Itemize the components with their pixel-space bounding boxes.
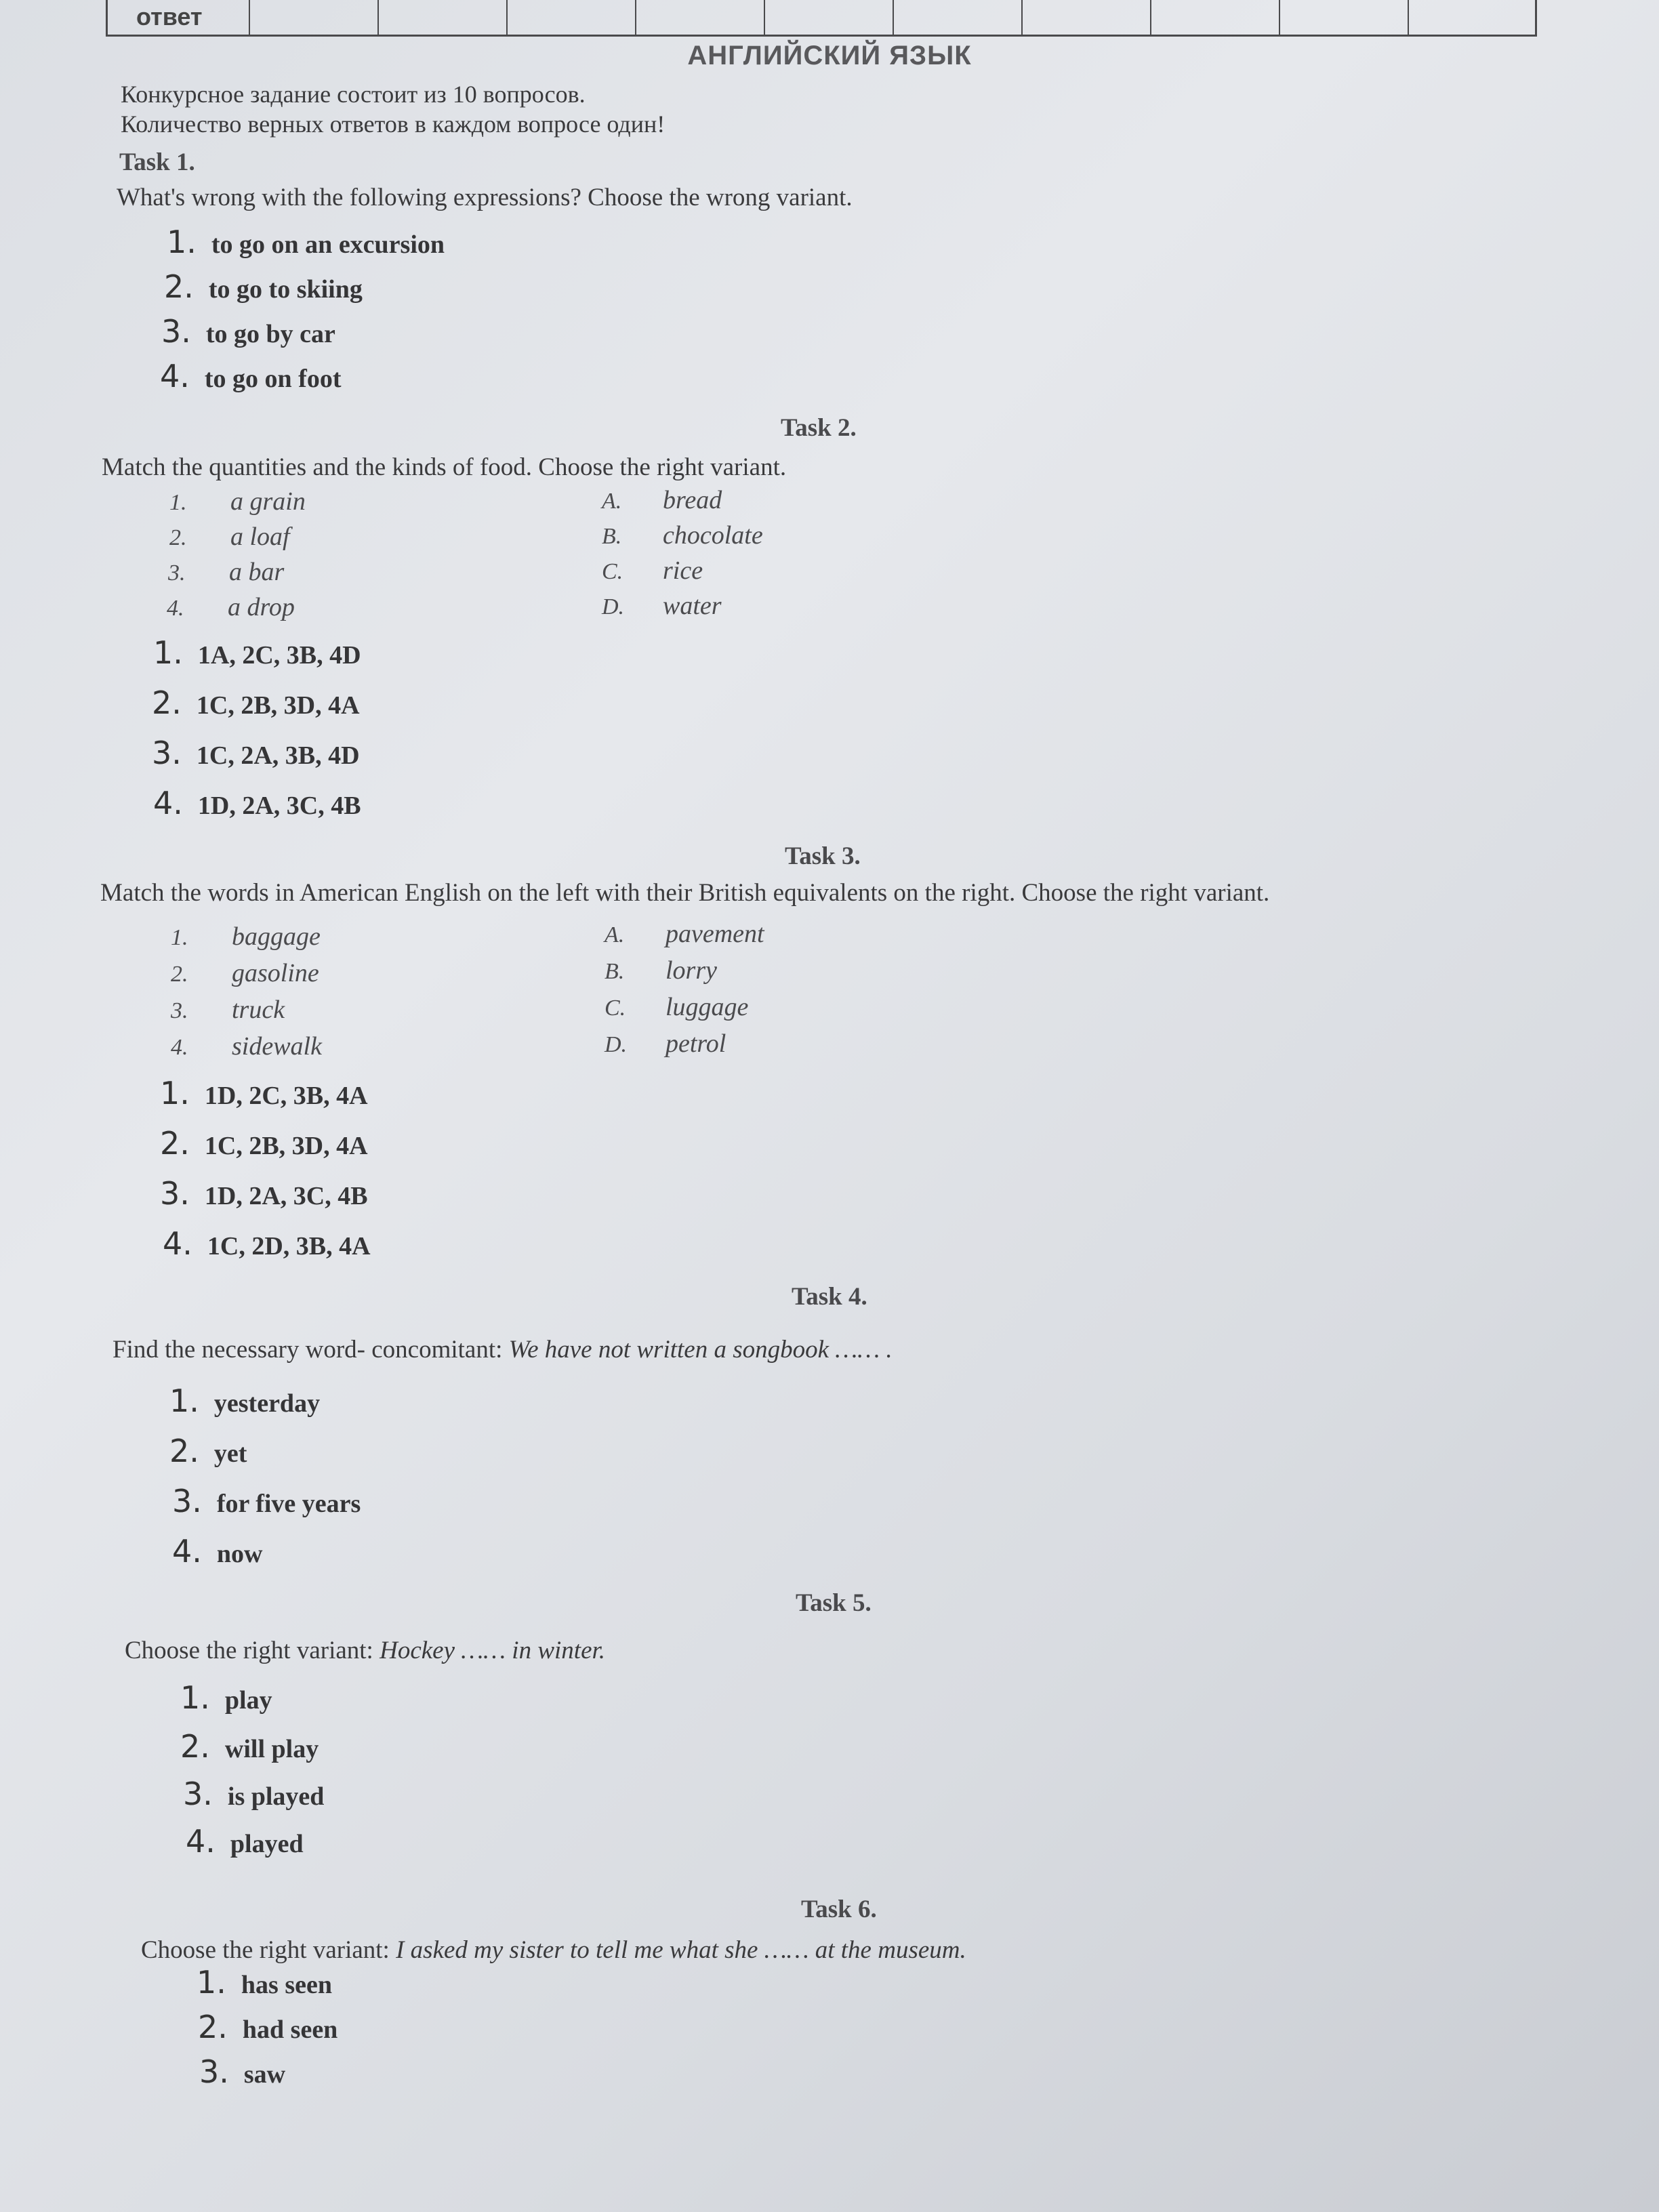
answer-grid	[106, 0, 1537, 37]
match-right-item: C. luggage	[605, 993, 749, 1021]
answer-option[interactable]: 4. to go on foot	[160, 358, 342, 394]
match-right-item: B. chocolate	[602, 521, 763, 550]
answer-cell[interactable]	[765, 0, 894, 35]
answer-cell[interactable]	[379, 0, 508, 35]
answer-option[interactable]: 2. yet	[169, 1433, 247, 1469]
task-title: Task 6.	[801, 1896, 877, 1923]
answer-option[interactable]: 1. play	[180, 1679, 272, 1716]
match-left-item: 4. sidewalk	[171, 1032, 322, 1061]
answer-option[interactable]: 2. 1C, 2B, 3D, 4A	[152, 684, 360, 721]
answer-option[interactable]: 2. to go to skiing	[164, 268, 363, 305]
match-left-item: 1. a grain	[169, 487, 306, 516]
match-right-item: D. petrol	[605, 1029, 726, 1058]
answer-option[interactable]: 3. saw	[199, 2053, 286, 2090]
task-title: Task 3.	[785, 842, 861, 870]
answer-cell[interactable]	[1280, 0, 1409, 35]
page-title: АНГЛИЙСКИЙ ЯЗЫК	[687, 41, 972, 70]
intro-line: Конкурсное задание состоит из 10 вопросов.	[121, 81, 586, 108]
answer-option[interactable]: 3. 1C, 2A, 3B, 4D	[152, 735, 360, 771]
match-right-item: A. bread	[602, 486, 722, 514]
answer-option[interactable]: 1. yesterday	[169, 1382, 321, 1419]
match-left-item: 2. gasoline	[171, 959, 319, 987]
task-title: Task 1.	[119, 148, 195, 176]
task-question: Match the quantities and the kinds of food. Choose the right variant.	[102, 453, 787, 481]
task-question: Find the necessary word- concomitant: We have not written a songbook …… .	[112, 1336, 893, 1364]
answer-option[interactable]: 3. is played	[183, 1776, 325, 1812]
task-question: What's wrong with the following expressions? Choose the wrong variant.	[117, 184, 853, 211]
task-question: Choose the right variant: I asked my sister to tell me what she …… at the museum.	[141, 1936, 966, 1964]
answer-option[interactable]: 1. 1D, 2C, 3B, 4A	[160, 1075, 368, 1111]
answer-option[interactable]: 2. had seen	[198, 2009, 338, 2045]
answer-option[interactable]: 2. will play	[180, 1728, 319, 1765]
answer-option[interactable]: 3. for five years	[172, 1483, 361, 1519]
answer-option[interactable]: 3. to go by car	[161, 313, 335, 350]
match-right-item: C. rice	[602, 556, 703, 585]
task-title: Task 5.	[796, 1589, 872, 1617]
match-left-item: 3. a bar	[168, 558, 285, 586]
match-left-item: 3. truck	[171, 996, 285, 1024]
task-question: Match the words in American English on the left with their British equivalents on the right. Choose the right variant.	[100, 879, 1270, 907]
task-title: Task 4.	[792, 1283, 867, 1311]
match-left-item: 1. baggage	[171, 922, 321, 951]
match-right-item: A. pavement	[605, 920, 764, 948]
answer-label: ответ	[108, 0, 250, 35]
answer-option[interactable]: 4. played	[186, 1823, 304, 1860]
match-right-item: D. water	[602, 592, 722, 620]
answer-cell[interactable]	[636, 0, 765, 35]
answer-option[interactable]: 1. has seen	[197, 1964, 332, 2001]
match-left-item: 4. a drop	[167, 593, 295, 621]
match-left-item: 2. a loaf	[169, 523, 290, 551]
answer-option[interactable]: 4. now	[172, 1533, 263, 1570]
answer-option[interactable]: 4. 1D, 2A, 3C, 4B	[153, 785, 361, 821]
answer-option[interactable]: 4. 1C, 2D, 3B, 4A	[163, 1225, 371, 1262]
answer-option[interactable]: 1. 1A, 2C, 3B, 4D	[153, 634, 361, 671]
intro-line: Количество верных ответов в каждом вопросе один!	[121, 110, 665, 138]
answer-cell[interactable]	[1409, 0, 1535, 35]
task-title: Task 2.	[781, 414, 857, 442]
answer-option[interactable]: 1. to go on an excursion	[167, 224, 445, 260]
match-right-item: B. lorry	[605, 956, 717, 985]
answer-cell[interactable]	[250, 0, 379, 35]
answer-cell[interactable]	[894, 0, 1023, 35]
task-question: Choose the right variant: Hockey …… in winter.	[125, 1637, 606, 1664]
answer-cell[interactable]	[508, 0, 636, 35]
answer-cell[interactable]	[1023, 0, 1151, 35]
answer-cell[interactable]	[1151, 0, 1280, 35]
answer-option[interactable]: 3. 1D, 2A, 3C, 4B	[160, 1175, 368, 1212]
answer-option[interactable]: 2. 1C, 2B, 3D, 4A	[160, 1125, 368, 1162]
